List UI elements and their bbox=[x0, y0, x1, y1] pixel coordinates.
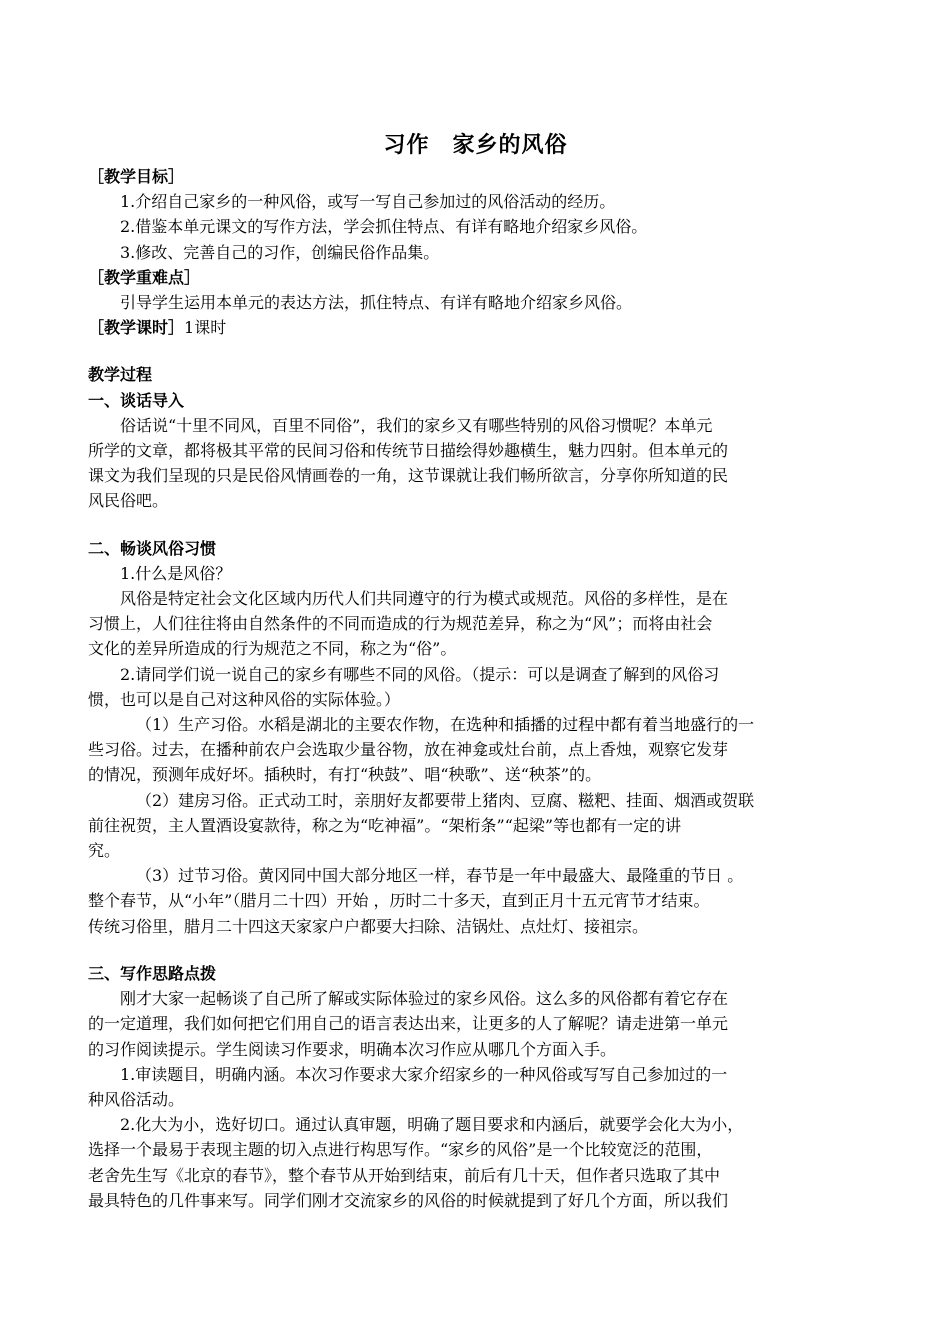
goal-item-2: 2.借鉴本单元课文的写作方法，学会抓住特点、有详有略地介绍家乡风俗。 bbox=[120, 217, 648, 237]
custom-building: 前往祝贺，主人置酒设宴款待，称之为“吃神福”。“架桁条”“起梁”等也都有一定的讲 bbox=[88, 815, 682, 835]
section3-intro: 刚才大家一起畅谈了自己所了解或实际体验过的家乡风俗。这么多的风俗都有着它存在 bbox=[120, 989, 729, 1009]
page-title: 习作 家乡的风俗 bbox=[383, 133, 568, 158]
hours-line bbox=[88, 315, 863, 340]
section2-question-1: 1.什么是风俗？ bbox=[120, 563, 232, 583]
process-title: 教学过程 bbox=[88, 365, 153, 385]
document-page bbox=[88, 128, 863, 1213]
definition-line: 习惯上，人们往往将由自然条件的不同而造成的行为规范差异，称之为“风”；而将由社会 bbox=[88, 614, 713, 634]
section2-question-2: 惯，也可以是自己对这种风俗的实际体验。） bbox=[88, 689, 401, 709]
custom-festival: 传统习俗里，腊月二十四这天家家户户都要大扫除、洁锅灶、点灶灯、接祖宗。 bbox=[88, 916, 649, 936]
key-points-text: 引导学生运用本单元的表达方法，抓住特点、有详有略地介绍家乡风俗。 bbox=[120, 293, 633, 313]
goals-heading: ［教学目标］ bbox=[88, 167, 185, 186]
section1-line: 风民俗吧。 bbox=[88, 491, 169, 511]
key-points-heading: ［教学重难点］ bbox=[88, 267, 201, 287]
spacer bbox=[88, 514, 863, 536]
hours-value: 1课时 bbox=[184, 318, 227, 338]
section1-line: 课文为我们呈现的只是民俗风情画卷的一角，这节课就让我们畅所欲言，分享你所知道的民 bbox=[88, 466, 729, 486]
section3-step-2: 2.化大为小，选好切口。通过认真审题，明确了题目要求和内涵后，就要学会化大为小， bbox=[120, 1115, 744, 1135]
definition-line: 文化的差异所造成的行为规范之不同，称之为“俗”。 bbox=[88, 639, 457, 659]
section3-intro: 的一定道理，我们如何把它们用自己的语言表达出来，让更多的人了解呢？请走进第一单元 bbox=[88, 1014, 729, 1034]
custom-production: （1）生产习俗。水稻是湖北的主要农作物，在选种和插播的过程中都有着当地盛行的一 bbox=[136, 715, 755, 735]
custom-building: （2）建房习俗。正式动工时，亲朋好友都要带上猪肉、豆腐、糍粑、挂面、烟酒或贺联 bbox=[136, 790, 755, 810]
custom-production: 的情况，预测年成好坏。插秧时，有打“秧鼓”、唱“秧歌”、送“秧茶”的。 bbox=[88, 765, 602, 785]
section3-intro: 的习作阅读提示。学生阅读习作要求，明确本次习作应从哪几个方面入手。 bbox=[88, 1039, 617, 1059]
spacer bbox=[88, 340, 863, 362]
section1-heading: 一、谈话导入 bbox=[88, 390, 185, 410]
section1-line: 所学的文章，都将极其平常的民间习俗和传统节日描绘得妙趣横生，魅力四射。但本单元的 bbox=[88, 441, 729, 461]
goal-item-3: 3.修改、完善自己的习作，创编民俗作品集。 bbox=[120, 242, 440, 262]
hours-heading: ［教学课时］ bbox=[88, 318, 185, 338]
section3-step-1: 1.审读题目，明确内涵。本次习作要求大家介绍家乡的一种风俗或写写自己参加过的一 bbox=[120, 1064, 728, 1084]
section3-step-2: 老舍先生写《北京的春节》，整个春节从开始到结束，前后有几十天，但作者只选取了其中 bbox=[88, 1165, 721, 1185]
custom-festival: 整个春节，从“小年”（腊月二十四）开始 ，历时二十多天，直到正月十五元宵节才结束。 bbox=[88, 891, 710, 911]
section3-step-1: 种风俗活动。 bbox=[88, 1089, 185, 1109]
section2-heading: 二、畅谈风俗习惯 bbox=[88, 538, 217, 558]
section3-step-2: 选择一个最易于表现主题的切入点进行构思写作。“家乡的风俗”是一个比较宽泛的范围， bbox=[88, 1140, 713, 1160]
definition-line: 风俗是特定社会文化区域内历代人们共同遵守的行为模式或规范。风俗的多样性，是在 bbox=[120, 589, 729, 609]
section3-step-2: 最具特色的几件事来写。同学们刚才交流家乡的风俗的时候就提到了好几个方面，所以我们 bbox=[88, 1190, 729, 1210]
section1-line: 俗话说“十里不同风，百里不同俗”，我们的家乡又有哪些特别的风俗习惯呢？本单元 bbox=[120, 415, 713, 435]
custom-building: 究。 bbox=[88, 841, 121, 861]
custom-production: 些习俗。过去，在播种前农户会选取少量谷物，放在神龛或灶台前，点上香烛，观察它发芽 bbox=[88, 740, 729, 760]
goal-item-1: 1.介绍自己家乡的一种风俗，或写一写自己参加过的风俗活动的经历。 bbox=[120, 192, 616, 212]
section2-question-2: 2.请同学们说一说自己的家乡有哪些不同的风俗。（提示：可以是调查了解到的风俗习 bbox=[120, 664, 720, 684]
custom-festival: （3）过节习俗。黄冈同中国大部分地区一样，春节是一年中最盛大、最隆重的节日 。 bbox=[136, 866, 744, 886]
spacer bbox=[88, 939, 863, 961]
section3-heading: 三、写作思路点拨 bbox=[88, 963, 217, 983]
